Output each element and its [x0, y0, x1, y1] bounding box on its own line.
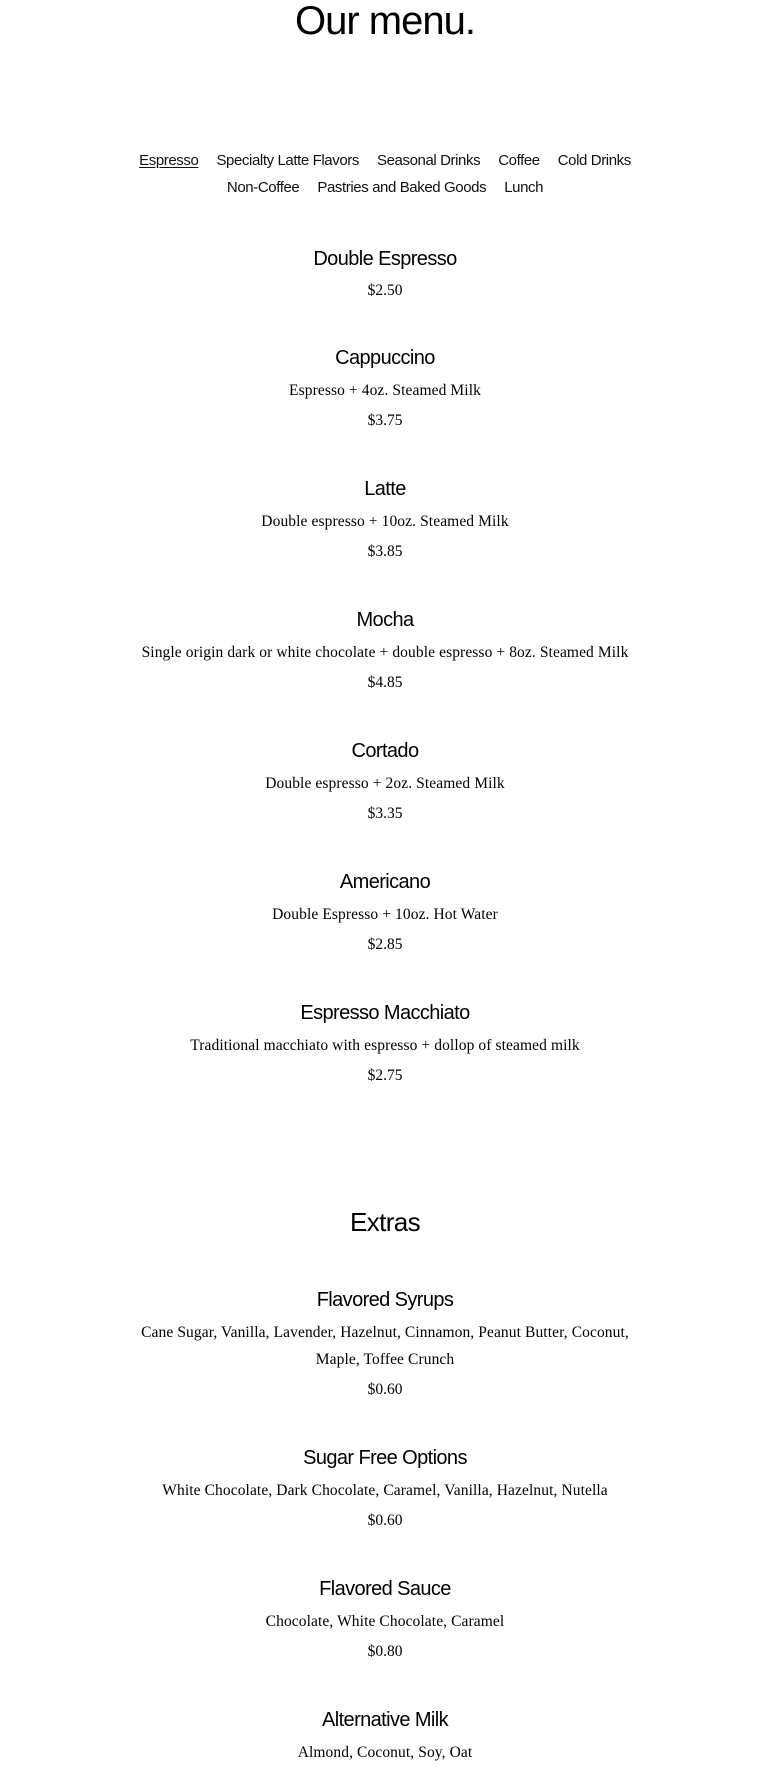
nav-tab-non-coffee[interactable]: Non-Coffee [226, 179, 300, 196]
item-price: $3.35 [367, 805, 403, 822]
item-description: Single origin dark or white chocolate + double espresso + 8oz. Steamed Milk [141, 644, 629, 661]
menu-item [0, 738, 770, 824]
item-description-line-2: Maple, Toffee Crunch [315, 1351, 455, 1368]
item-name: Flavored Syrups [316, 1289, 454, 1311]
item-price: $0.60 [367, 1381, 403, 1398]
nav-tab-pastries[interactable]: Pastries and Baked Goods [317, 179, 487, 196]
menu-item [0, 1445, 770, 1531]
item-name: Mocha [356, 609, 414, 631]
item-description: Double Espresso + 10oz. Hot Water [272, 906, 498, 923]
item-description: Double espresso + 2oz. Steamed Milk [265, 775, 505, 792]
menu-item [0, 869, 770, 955]
section-title-extras: Extras [349, 1207, 421, 1237]
item-name: Double Espresso [313, 248, 457, 270]
nav-tab-espresso[interactable]: Espresso [139, 152, 199, 169]
menu-category-nav [0, 147, 770, 201]
item-price: $3.75 [367, 412, 403, 429]
item-price: $2.85 [367, 936, 403, 953]
item-name: Cappuccino [335, 347, 435, 369]
item-description: White Chocolate, Dark Chocolate, Caramel, Vanilla, Hazelnut, Nutella [162, 1482, 608, 1499]
item-description-line-1: Cane Sugar, Vanilla, Lavender, Hazelnut, Cinnamon, Peanut Butter, Coconut, [141, 1324, 629, 1341]
menu-item [0, 246, 770, 301]
item-name: Espresso Macchiato [300, 1002, 470, 1024]
item-name: Flavored Sauce [319, 1578, 451, 1600]
menu-item [0, 1707, 770, 1766]
menu-item [0, 345, 770, 431]
item-name: Alternative Milk [322, 1709, 448, 1731]
item-description: Espresso + 4oz. Steamed Milk [289, 382, 481, 399]
menu-item [0, 607, 770, 693]
item-price: $4.85 [367, 674, 403, 691]
page-title: Our menu. [295, 0, 475, 43]
item-name: Americano [339, 871, 431, 893]
item-description: Chocolate, White Chocolate, Caramel [265, 1613, 505, 1630]
nav-tab-cold-drinks[interactable]: Cold Drinks [557, 152, 631, 169]
menu-item [0, 1000, 770, 1086]
nav-row-2 [0, 174, 770, 201]
item-name: Sugar Free Options [303, 1447, 467, 1469]
menu-item [0, 476, 770, 562]
nav-row-1 [0, 147, 770, 174]
item-price: $2.75 [367, 1067, 403, 1084]
item-description [0, 1319, 770, 1373]
item-price: $0.60 [367, 1512, 403, 1529]
nav-tab-coffee[interactable]: Coffee [498, 152, 540, 169]
item-name: Cortado [351, 740, 419, 762]
item-price: $3.85 [367, 543, 403, 560]
item-name: Latte [364, 478, 406, 500]
item-description: Double espresso + 10oz. Steamed Milk [261, 513, 509, 530]
item-price: $2.50 [367, 282, 403, 299]
item-price: $0.80 [367, 1643, 403, 1660]
nav-tab-seasonal-drinks[interactable]: Seasonal Drinks [376, 152, 481, 169]
nav-tab-lunch[interactable]: Lunch [504, 179, 544, 196]
item-description: Traditional macchiato with espresso + dollop of steamed milk [190, 1037, 580, 1054]
menu-item [0, 1287, 770, 1400]
nav-tab-specialty-latte-flavors[interactable]: Specialty Latte Flavors [216, 152, 359, 169]
item-description: Almond, Coconut, Soy, Oat [297, 1744, 473, 1761]
menu-item [0, 1576, 770, 1662]
